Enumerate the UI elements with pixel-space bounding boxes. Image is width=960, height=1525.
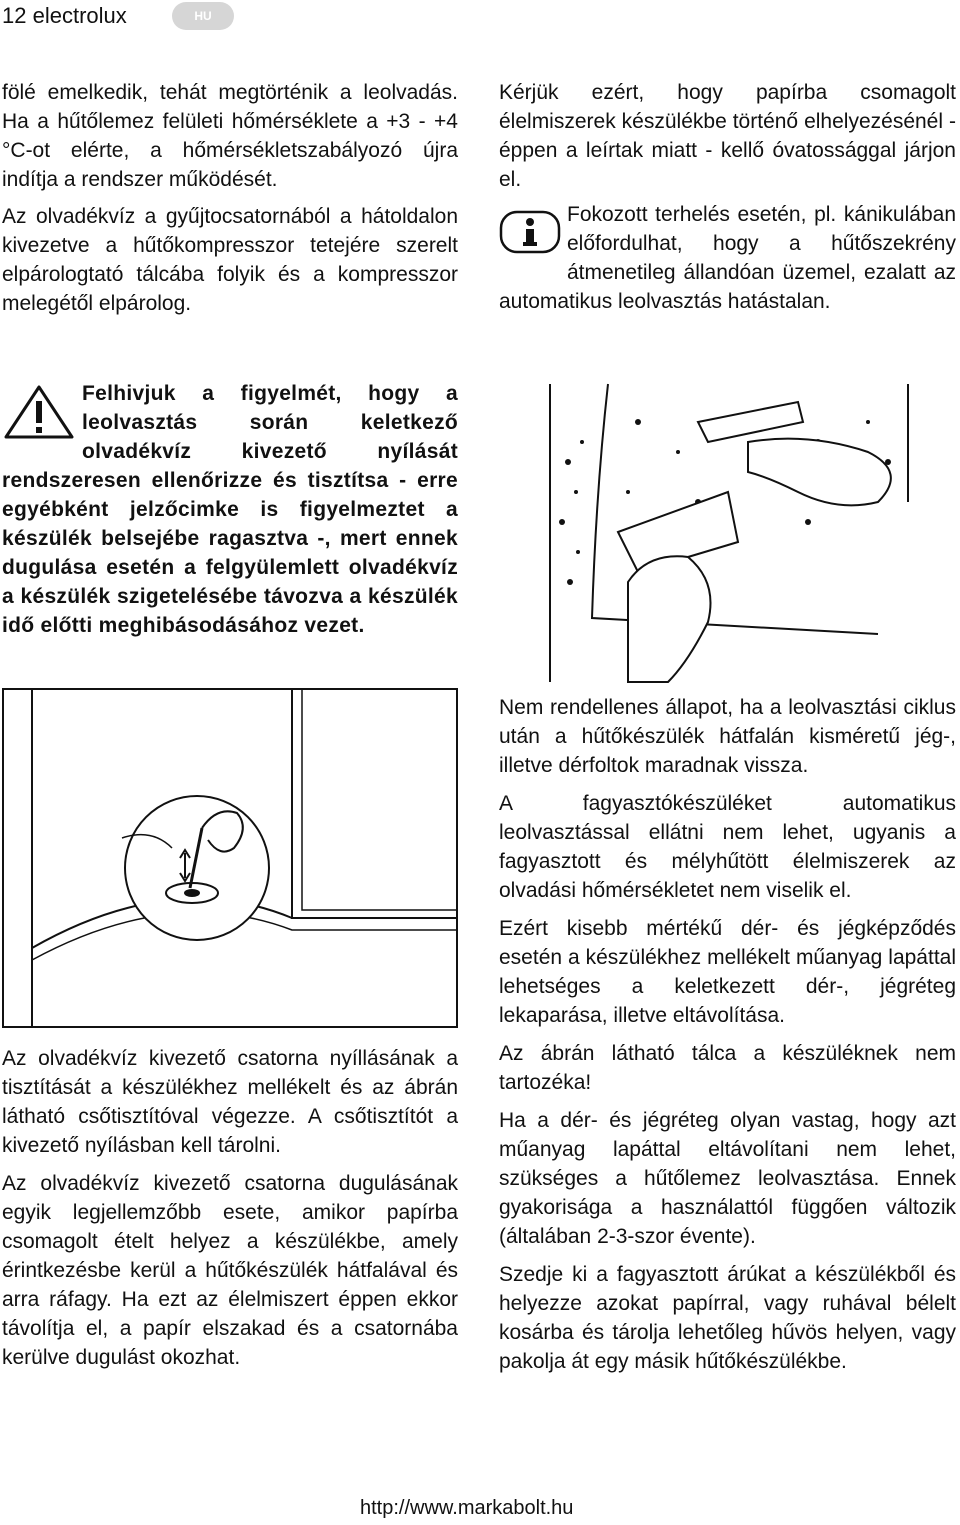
- page-header: [0, 0, 960, 34]
- page-number: 12: [2, 3, 27, 28]
- left-paragraph-4: Az olvadékvíz kivezető csatorna dugulásának egyik legjellemzőbb esete, amikor papírba csomagolt ételt helyez a készülékbe, amely érintkezésbe kerül a hűtőkészülék hátfalával és arra ráfagy. Ha ezt az élelmiszert éppen ekkor távolítja el, a papír elszakad és a csatornába kerülve dugulást okozhat.: [2, 1172, 458, 1369]
- footer-url[interactable]: http://www.markabolt.hu: [360, 1497, 574, 1519]
- warning-icon: [2, 383, 76, 441]
- info-icon: [499, 202, 563, 262]
- left-paragraph-2: Az olvadékvíz a gyűjtocsatornából a hátoldalon kivezetve a hűtőkompresszor tetejére szerelt elpárologtató tálcába folyik és a kompresszor melegétől elpárolog.: [2, 205, 458, 315]
- left-paragraph-3: Az olvadékvíz kivezető csatorna nyíllásának a tisztítását a készülékhez mellékelt és az ábrán látható csőtisztítóval végezze. A csőtisztítót a kivezető nyílásban kell tárolni.: [2, 1047, 458, 1157]
- right-paragraph-4: Ezért kisebb mértékű dér- és jégképződés esetén a készülékhez mellékelt műanyag lapáttal lehetséges a keletkezett dér-, jégréteg lekaparása, illetve eltávolítása.: [499, 917, 956, 1027]
- info-block: [499, 200, 956, 316]
- page-number-brand: [2, 3, 127, 29]
- drain-cleaning-illustration: [2, 688, 458, 1028]
- right-paragraph-6: Ha a dér- és jégréteg olyan vastag, hogy azt műanyag lapáttal eltávolítani nem lehet, szükséges a hűtőlemez leolvasztása. Ennek gyakorisága a használattól függően változik (általában 2-3-szor évente).: [499, 1109, 956, 1248]
- right-paragraph-2: Nem rendellenes állapot, ha a leolvasztási ciklus után a hűtőkészülék hátfalán kisméretű jég-, illetve dérfoltok maradnak vissza.: [499, 696, 956, 777]
- right-column-top: [499, 78, 956, 202]
- freezer-scraping-illustration: [548, 382, 956, 684]
- warning-block: [2, 379, 458, 640]
- right-column-bottom: [499, 693, 956, 1385]
- left-column-top: [2, 78, 458, 326]
- info-text: Fokozott terhelés esetén, pl. kánikulában előfordulhat, hogy a hűtőszekrény átmenetileg állandóan üzemel, ezalatt az automatikus leolvasztás hatástalan.: [499, 203, 956, 313]
- left-column-bottom: [2, 1044, 458, 1381]
- right-paragraph-3: A fagyasztókészüléket automatikus leolvasztással ellátni nem lehet, ugyanis a fagyasztott és mélyhűtött élelmiszerek az olvadási hőmérsékletet nem viselik el.: [499, 792, 956, 902]
- right-paragraph-5: Az ábrán látható tálca a készüléknek nem tartozéka!: [499, 1042, 956, 1094]
- warning-text: Felhivjuk a figyelmét, hogy a leolvasztás során keletkező olvadékvíz kivezető nyílását rendszeresen ellenőrizze és tisztítsa - erre egyébként jelzőcimke is figyelmeztet a készülék belsejébe ragasztva -, mert ennek dugulása esetén a felgyülemlett olvadékvíz a készülék szigetelésébe távozva a készülék idő előtti meghibásodásához vezet.: [2, 382, 458, 637]
- left-intro-paragraph: fölé emelkedik, tehát megtörténik a leolvadás. Ha a hűtőlemez felületi hőmérséklete a +3 - +4 °C-ot elérte, a hőmérsékletszabályozó újra indítja a rendszer működését.: [2, 81, 458, 191]
- right-paragraph-1: Kérjük ezért, hogy papírba csomagolt élelmiszerek készülékbe történő elhelyezésénél - éppen a leírtak miatt - kellő óvatossággal járjon el.: [499, 81, 956, 191]
- language-badge: HU: [172, 2, 234, 30]
- right-paragraph-7: Szedje ki a fagyasztott árúkat a készülékből és helyezze azokat papírral, vagy ruhával bélelt kosárba és tárolja lehetőleg hűvös helyen, vagy pakolja át egy másik hűtőkészülékbe.: [499, 1263, 956, 1373]
- brand-name: electrolux: [32, 3, 127, 28]
